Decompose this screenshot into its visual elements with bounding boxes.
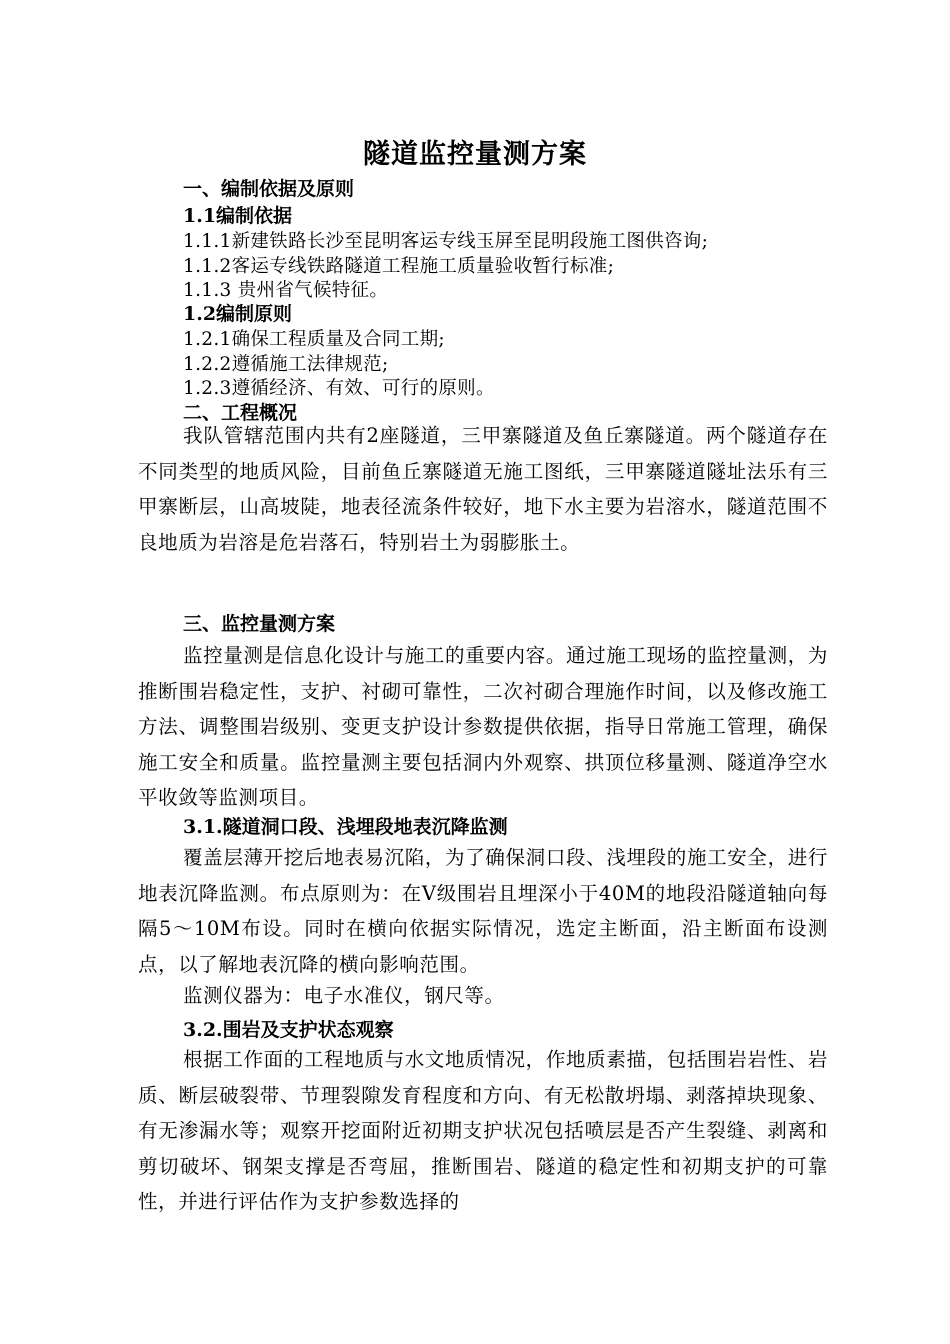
paragraph-surface-settlement: 覆盖层薄开挖后地表易沉陷，为了确保洞口段、浅埋段的施工安全，进行地表沉降监测。布点原则为：在Ⅴ级围岩且埋深小于40M的地段沿隧道轴向每隔5～10M布设。同时在横向依据实际情况，选定主断面，沿主断面布设测点，以了解地表沉降的横向影响范围。 xyxy=(138,846,828,976)
section-3-heading: 三、监控量测方案 xyxy=(183,613,336,635)
document-title: 隧道监控量测方案 xyxy=(363,139,587,170)
item-1-2-2: 1.2.2遵循施工法律规范; xyxy=(183,354,389,375)
section-3-1-heading: 3.1.隧道洞口段、浅埋段地表沉降监测 xyxy=(183,816,508,838)
section-2-heading: 二、工程概况 xyxy=(183,402,298,424)
item-1-1-3: 1.1.3 贵州省气候特征。 xyxy=(183,280,389,301)
paragraph-project-overview: 我队管辖范围内共有2座隧道，三甲寨隧道及鱼丘寨隧道。两个隧道存在不同类型的地质风险，目前鱼丘寨隧道无施工图纸，三甲寨隧道隧址法乐有三甲寨断层，山高坡陡，地表径流条件较好，地下水主要为岩溶水，隧道范围不良地质为岩溶是危岩落石，特别岩土为弱膨胀土。 xyxy=(138,424,828,554)
item-1-1-1: 1.1.1新建铁路长沙至昆明客运专线玉屏至昆明段施工图供咨询; xyxy=(183,231,709,252)
paragraph-monitoring-intro: 监控量测是信息化设计与施工的重要内容。通过施工现场的监控量测，为推断围岩稳定性，支护、衬砌可靠性，二次衬砌合理施作时间，以及修改施工方法、调整围岩级别、变更支护设计参数提供依据，指导日常施工管理，确保施工安全和质量。监控量测主要包括洞内外观察、拱顶位移量测、隧道净空水平收敛等监测项目。 xyxy=(138,644,828,809)
paragraph-instruments: 监测仪器为：电子水准仪，钢尺等。 xyxy=(183,984,505,1007)
section-1-2-heading: 1.2编制原则 xyxy=(183,303,293,325)
item-1-2-1: 1.2.1确保工程质量及合同工期; xyxy=(183,329,445,350)
paragraph-rock-support-observation: 根据工作面的工程地质与水文地质情况，作地质素描，包括围岩岩性、岩质、断层破裂带、节理裂隙发育程度和方向、有无松散坍塌、剥落掉块现象、有无渗漏水等；观察开挖面附近初期支护状况包括喷层是否产生裂缝、剥离和剪切破坏、钢架支撑是否弯屈，推断围岩、隧道的稳定性和初期支护的可靠性，并进行评估作为支护参数选择的 xyxy=(138,1048,828,1213)
item-1-1-2: 1.1.2客运专线铁路隧道工程施工质量验收暂行标准; xyxy=(183,256,615,277)
item-1-2-3: 1.2.3遵循经济、有效、可行的原则。 xyxy=(183,378,495,399)
section-3-2-heading: 3.2.围岩及支护状态观察 xyxy=(183,1019,394,1041)
section-1-1-heading: 1.1编制依据 xyxy=(183,205,293,227)
section-1-heading: 一、编制依据及原则 xyxy=(183,178,355,200)
